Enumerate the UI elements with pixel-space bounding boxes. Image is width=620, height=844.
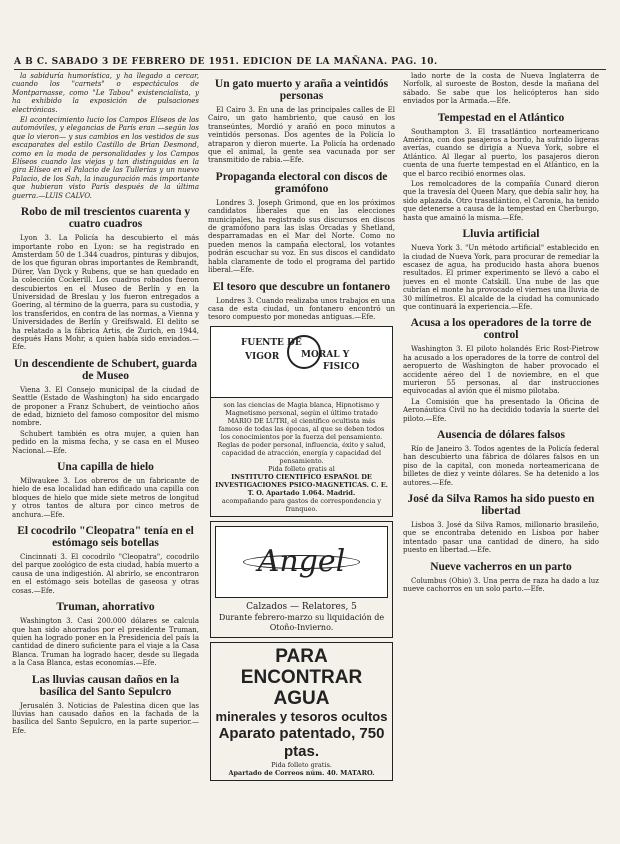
ad-illustration bbox=[211, 327, 392, 398]
article-body: Río de Janeiro 3. Todos agentes de la Policía federal han descubierto una fábrica de dólares falsos en un piso de la capital, con moneda norteamericana de billetes de diez y veinte dólares. Se ha detenido a los autores.—Efe. bbox=[403, 445, 599, 487]
ad-art-text: FUENTE DE bbox=[241, 337, 302, 348]
article-title: Una capilla de hielo bbox=[57, 461, 154, 474]
intro-paragraph: El acontecimiento lucio los Campos Elíseos de los automóviles, y elegancias de París eran —según los que lo vieron— y sus cambios en los vestidos de sus escaparates del estilo Castillo de Brian Desmond, como en la moda de personalidades y los Campos Elíseos cuando las viejas y tan distinguidas en la gira Elíseo en el Palacio de las Tullerías y un nuevo Palacio, de los Sah, la inauguración más importante que hubieran visto París después de la última guerra.—LUIS CALVO. bbox=[12, 116, 199, 200]
ad-extra: acompañando para gastos de correspondencia y franqueo. bbox=[221, 496, 382, 513]
article-title: Lluvia artificial bbox=[462, 228, 540, 241]
ad-art-text: MORAL Y bbox=[301, 349, 350, 360]
advertisement-angel bbox=[210, 521, 393, 638]
column-3 bbox=[403, 72, 599, 836]
ad-art-text: VIGOR bbox=[245, 351, 280, 362]
column-1 bbox=[12, 72, 199, 836]
article-title: Propaganda electoral con discos de gramófono bbox=[215, 170, 388, 195]
article-title: José da Silva Ramos ha sido puesto en libertad bbox=[407, 493, 595, 518]
article-body: Londres 3. Joseph Grimond, que en los próximos candidatos liberales que en las elecciones municipales, ha registrado sus discursos en discos de gramófono para las islas Orcadas y Shetland, desparramadas en el Mar del Norte. Como no pueden menos la campaña electoral, los votantes podrán escuchar su voz. En sus discos el candidato habla claramente de todo el programa del partido liberal.—Efe. bbox=[208, 198, 395, 275]
advertisement-agua bbox=[210, 642, 393, 781]
article-title: El cocodrilo "Cleopatra" tenía en el estómago seis botellas bbox=[17, 525, 194, 550]
article-body: Jerusalén 3. Noticias de Palestina dicen que las lluvias han causado daños en la fachada de la basílica del Santo Sepulcro, en la parte superior.—Efe. bbox=[12, 701, 199, 735]
ad-institute: INSTITUTO CIENTIFICO ESPAÑOL DE INVESTIGACIONES PSICO-MAGNETICAS. C. E. T. O. Apartado 1.064. Madrid. bbox=[215, 472, 388, 497]
ad-send: Pida folleto gratis al bbox=[268, 464, 335, 473]
article-body: Nueva York 3. "Un método artificial" establecido en la ciudad de Nueva York, para procurar de remediar la escasez de agua, ha producido hasta ahora buenos resultados. El primer experimento se llevó a cabo el jueves en el monte Catskill. Una nube de las que cubrían el monte ha provocado el viernes una lluvia de 30 milímetros. El alcalde de la ciudad ha comunicado que continuará la experiencia.—Efe. bbox=[403, 244, 599, 311]
article-body: Milwaukee 3. Los obreros de un fabricante de hielo de esa localidad han edificado una capilla con bloques de hielo que mide siete metros de longitud y otros tantos de altura por cinco metros de anchura.—Efe. bbox=[12, 477, 199, 519]
intro-paragraph: lado norte de la costa de Nueva Inglaterra de Norfolk, al suroeste de Boston, desde la mañana del sábado. Se sabe que los helicópteros han sido enviados por la Armada.—Efe. bbox=[403, 72, 599, 106]
article-body: Londres 3. Cuando realizaba unos trabajos en una casa de esta ciudad, un fontanero encontró un tesoro compuesto por monedas antiguas.—Efe. bbox=[208, 296, 395, 322]
article-title: Truman, ahorrativo bbox=[56, 601, 155, 614]
angel-logo: Angel bbox=[243, 555, 361, 569]
article-body: Lyon 3. La Policía ha descubierto el más importante robo en Lyon: se ha registrado en Amsterdam 50 de 1.344 cuadros, pinturas y dibujos, de los que figuran obras importantes de Rembrandt, Dürer, Van Dyck y Rubens, que se han quedado en la colección Cockerill. Los cuadros robados fueron descubiertos en el Museo de Berlín y en la Universidad de Breslau y los fueron entregados a Goering, al término de la guerra, para su custodia, y los transferidos, en contra de las normas, a Vienna y Universidades de Berlín y Greifswald. El delito se ha relatado a la fábrica Artis, de Zurich, en 1944, después Hans Mohr, a quien había sido enviados.—Efe. bbox=[12, 234, 199, 352]
article-title: Robo de mil trescientos cuarenta y cuatro cuadros bbox=[20, 206, 191, 231]
article-body: Schubert también es otra mujer, a quien han pedido en la misma fecha, y se casa en el Museo Nacional.—Efe. bbox=[12, 429, 199, 455]
article-body: Los remolcadores de la compañía Cunard dieron que la travesía del Queen Mary, que debía salir hoy, ha sido aplazada. Otro trasatlántico, el Caronia, ha tenido que detenerse a causa de la tempestad en Cherburgo, hasta que amainó la misma.—Efe. bbox=[403, 180, 599, 222]
article-title: Un descendiente de Schubert, guarda de Museo bbox=[13, 357, 198, 382]
article-body: Cincinnati 3. El cocodrilo "Cleopatra", cocodrilo del parque zoológico de esta ciudad, había muerto a causa de una indigestión. Al abrirlo, se encontraron en el estómago seis botellas de gaseosa y otras cosas.—Efe. bbox=[12, 553, 199, 595]
article-title: Las lluvias causan daños en la basílica del Santo Sepulcro bbox=[31, 673, 180, 698]
ad-art-text: FISICO bbox=[323, 361, 360, 372]
column-2 bbox=[208, 72, 395, 836]
article-title: Un gato muerto y araña a veintidós personas bbox=[214, 78, 389, 102]
ad-line: Pida folleto gratis. bbox=[271, 760, 332, 769]
intro-paragraph: la sabiduría humorística, y ha llegado a cercar, cuando los "carnets" o espectáculos de Montparnasse, como "Le Tabou" existencialista, y ha exhibido la exposición de pulsaciones electrónicas. bbox=[12, 72, 199, 114]
ad-logo-box bbox=[215, 526, 388, 598]
ad-subheadline: minerales y tesoros ocultos bbox=[215, 708, 388, 724]
article-body: La Comisión que ha presentado la Oficina de Aeronáutica Civil no ha decidido todavía la suerte del piloto.—Efe. bbox=[403, 397, 599, 423]
article-title: Nueve vacherros en un parto bbox=[430, 560, 572, 573]
page-header: A B C. SABADO 3 DE FEBRERO DE 1951. EDICION DE LA MAÑANA. PAG. 10. bbox=[14, 57, 606, 70]
article-title: El tesoro que descubre un fontanero bbox=[212, 280, 391, 293]
ad-line: Calzados — Relatores, 5 bbox=[246, 601, 357, 612]
article-title: Ausencia de dólares falsos bbox=[437, 429, 565, 441]
ad-price: Aparato patentado, 750 ptas. bbox=[218, 724, 385, 760]
article-body: Washington 3. Casi 200.000 dólares se calcula que han sido ahorrados por el presidente Truman, quien ha logrado poner en la Presidencia del país la cantidad de dinero suficiente para el viaje a la Casa Blanca. Truman ha logrado hacer, desde su llegada a la Casa Blanca, estas economías.—Efe. bbox=[12, 617, 199, 668]
advertisement-vigor bbox=[210, 326, 393, 517]
article-body: Southampton 3. El trasatlántico norteamericano América, con dos pasajeros a bordo, ha sufrido ligeras averías, cuando se dirigía a Nueva York, sobre el Atlántico. Al llegar al puerto, los pasajeros dieron cuenta de una fuerte tempestad en el Atlántico, en la que el barco recibió enormes olas. bbox=[403, 127, 599, 178]
article-body: Lisboa 3. José da Silva Ramos, millonario brasileño, que se encontraba detenido en Lisboa por haber intentado pasar una cantidad de dinero, ha sido puesto en libertad.—Efe. bbox=[403, 521, 599, 555]
article-title: Tempestad en el Atlántico bbox=[437, 111, 565, 124]
ad-body: son las ciencias de Magia blanca, Hipnotismo y Magnetismo personal, según el último tratado MARIO DE LUTRI, el científico ocultista más famoso de todas las épocas, al que se deben todos los conocimientos por la fuerza del pensamiento. Reglas de poder personal, influencia, éxito y salud, capacidad de atracción, energía y capacidad del pensamiento. bbox=[217, 400, 386, 465]
article-body: Washington 3. El piloto holandés Eric Rost-Pietrow ha acusado a los operadores de la torre de control del aeropuerto de Washington de haber provocado el accidente aéreo del 1 de noviembre, en el que murieron 55 personas, al dar instrucciones equivocadas al avión que él mismo pilotaba. bbox=[403, 345, 599, 396]
ad-headline: PARA ENCONTRAR AGUA bbox=[240, 645, 363, 709]
article-body: El Cairo 3. En una de las principales calles de El Cairo, un gato hambriento, que causó en los transeúntes, Mordió y arañó en poco minutos a veintidós personas. Dos agentes de la Policía lo atraparon y dieron muerte. La Policía ha ordenado que el animal, la gente sea vacunada por ser transmitido de rabia.—Efe. bbox=[208, 106, 395, 165]
article-title: Acusa a los operadores de la torre de control bbox=[410, 317, 592, 342]
article-body: Viena 3. El Consejo municipal de la ciudad de Seattle (Estado de Washington) ha sido encargado de proponer a Franz Schubert, de veintiocho años de edad, biznieto del famoso compositor del mismo nombre. bbox=[12, 385, 199, 428]
ad-address: Apartado de Correos núm. 40. MATARO. bbox=[228, 768, 375, 777]
article-body: Columbus (Ohio) 3. Una perra de raza ha dado a luz nueve cachorros en un solo parto.—Efe. bbox=[403, 576, 599, 594]
ad-line: Durante febrero-marzo su liquidación de Otoño-Invierno. bbox=[218, 612, 385, 632]
